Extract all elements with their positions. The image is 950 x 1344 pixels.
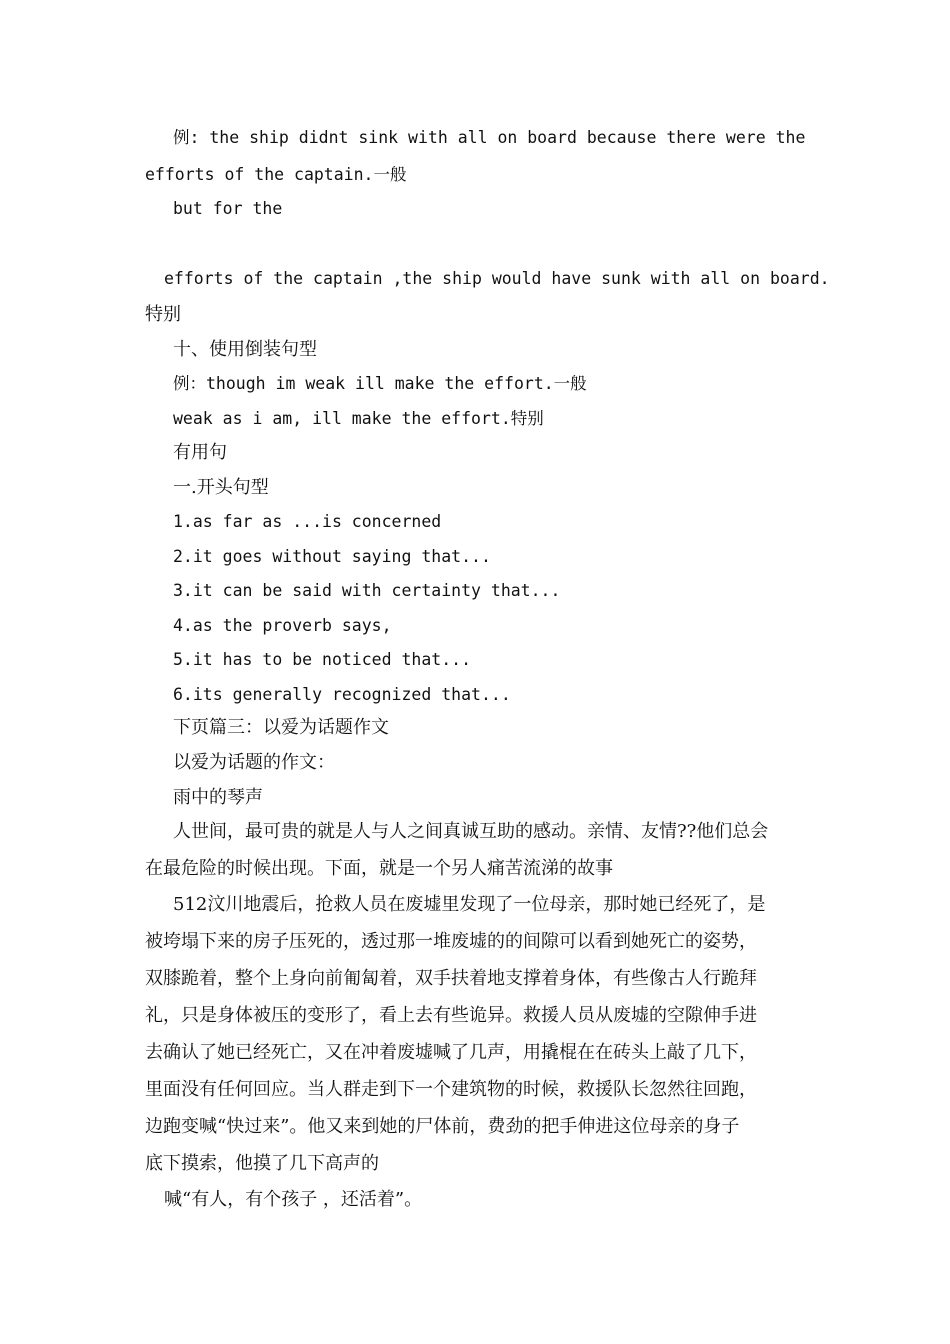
inversion-example-2: weak as i am, ill make the effort.特别 xyxy=(173,409,544,428)
essay-paragraph-2-line-2: 被垮塌下来的房子压死的，透过那一堆废墟的的间隙可以看到她死亡的姿势， xyxy=(145,931,757,952)
list-item: 1.as far as ...is concerned xyxy=(173,512,442,531)
list-item: 2.it goes without saying that... xyxy=(173,547,491,566)
essay-paragraph-2-line-6: 里面没有任何回应。当人群走到下一个建筑物的时候，救援队长忽然往回跑， xyxy=(145,1079,757,1100)
section-heading-inversion: 十、使用倒装句型 xyxy=(173,339,317,360)
essay-paragraph-2-line-8: 底下摸索，他摸了几下高声的 xyxy=(145,1153,379,1174)
essay-paragraph-3-line-1: 喊“有人，有个孩子 ，还活着”。 xyxy=(164,1189,423,1210)
essay-paragraph-2-line-7: 边跑变喊“快过来”。他又来到她的尸体前，费劲的把手伸进这位母亲的身子 xyxy=(145,1116,740,1137)
essay-paragraph-1-line-1: 人世间，最可贵的就是人与人之间真诚互助的感动。亲情、友情??他们总会 xyxy=(173,821,769,842)
essay-paragraph-2-line-1: 512汶川地震后，抢救人员在废墟里发现了一位母亲，那时她已经死了，是 xyxy=(173,894,766,915)
essay-paragraph-1-line-2: 在最危险的时候出现。下面，就是一个另人痛苦流涕的故事 xyxy=(145,858,613,879)
list-item: 3.it can be said with certainty that... xyxy=(173,581,561,600)
example-line-4: efforts of the captain ,the ship would have sunk with all on board. xyxy=(164,269,830,288)
useful-sentences-heading: 有用句 xyxy=(173,442,227,463)
opening-patterns-heading: 一.开头句型 xyxy=(173,477,269,498)
example-line-1: 例: the ship didnt sink with all on board because there were the xyxy=(173,128,806,147)
next-page-heading: 下页篇三：以爱为话题作文 xyxy=(173,717,389,738)
essay-paragraph-2-line-4: 礼，只是身体被压的变形了，看上去有些诡异。救援人员从废墟的空隙伸手进 xyxy=(145,1005,757,1026)
essay-paragraph-2-line-3: 双膝跪着，整个上身向前匍匐着，双手扶着地支撑着身体，有些像古人行跪拜 xyxy=(145,968,757,989)
essay-title: 雨中的琴声 xyxy=(173,787,263,808)
example-line-3: but for the xyxy=(173,199,283,218)
list-item: 6.its generally recognized that... xyxy=(173,685,511,704)
essay-paragraph-2-line-5: 去确认了她已经死亡，又在冲着废墟喊了几声，用撬棍在在砖头上敲了几下， xyxy=(145,1042,757,1063)
example-line-2: efforts of the captain.一般 xyxy=(145,165,407,184)
list-item: 5.it has to be noticed that... xyxy=(173,650,472,669)
example-line-5: 特别 xyxy=(145,304,181,325)
list-item: 4.as the proverb says, xyxy=(173,616,392,635)
essay-topic-label: 以爱为话题的作文： xyxy=(173,752,335,773)
inversion-example-1: 例：though im weak ill make the effort.一般 xyxy=(173,374,587,393)
